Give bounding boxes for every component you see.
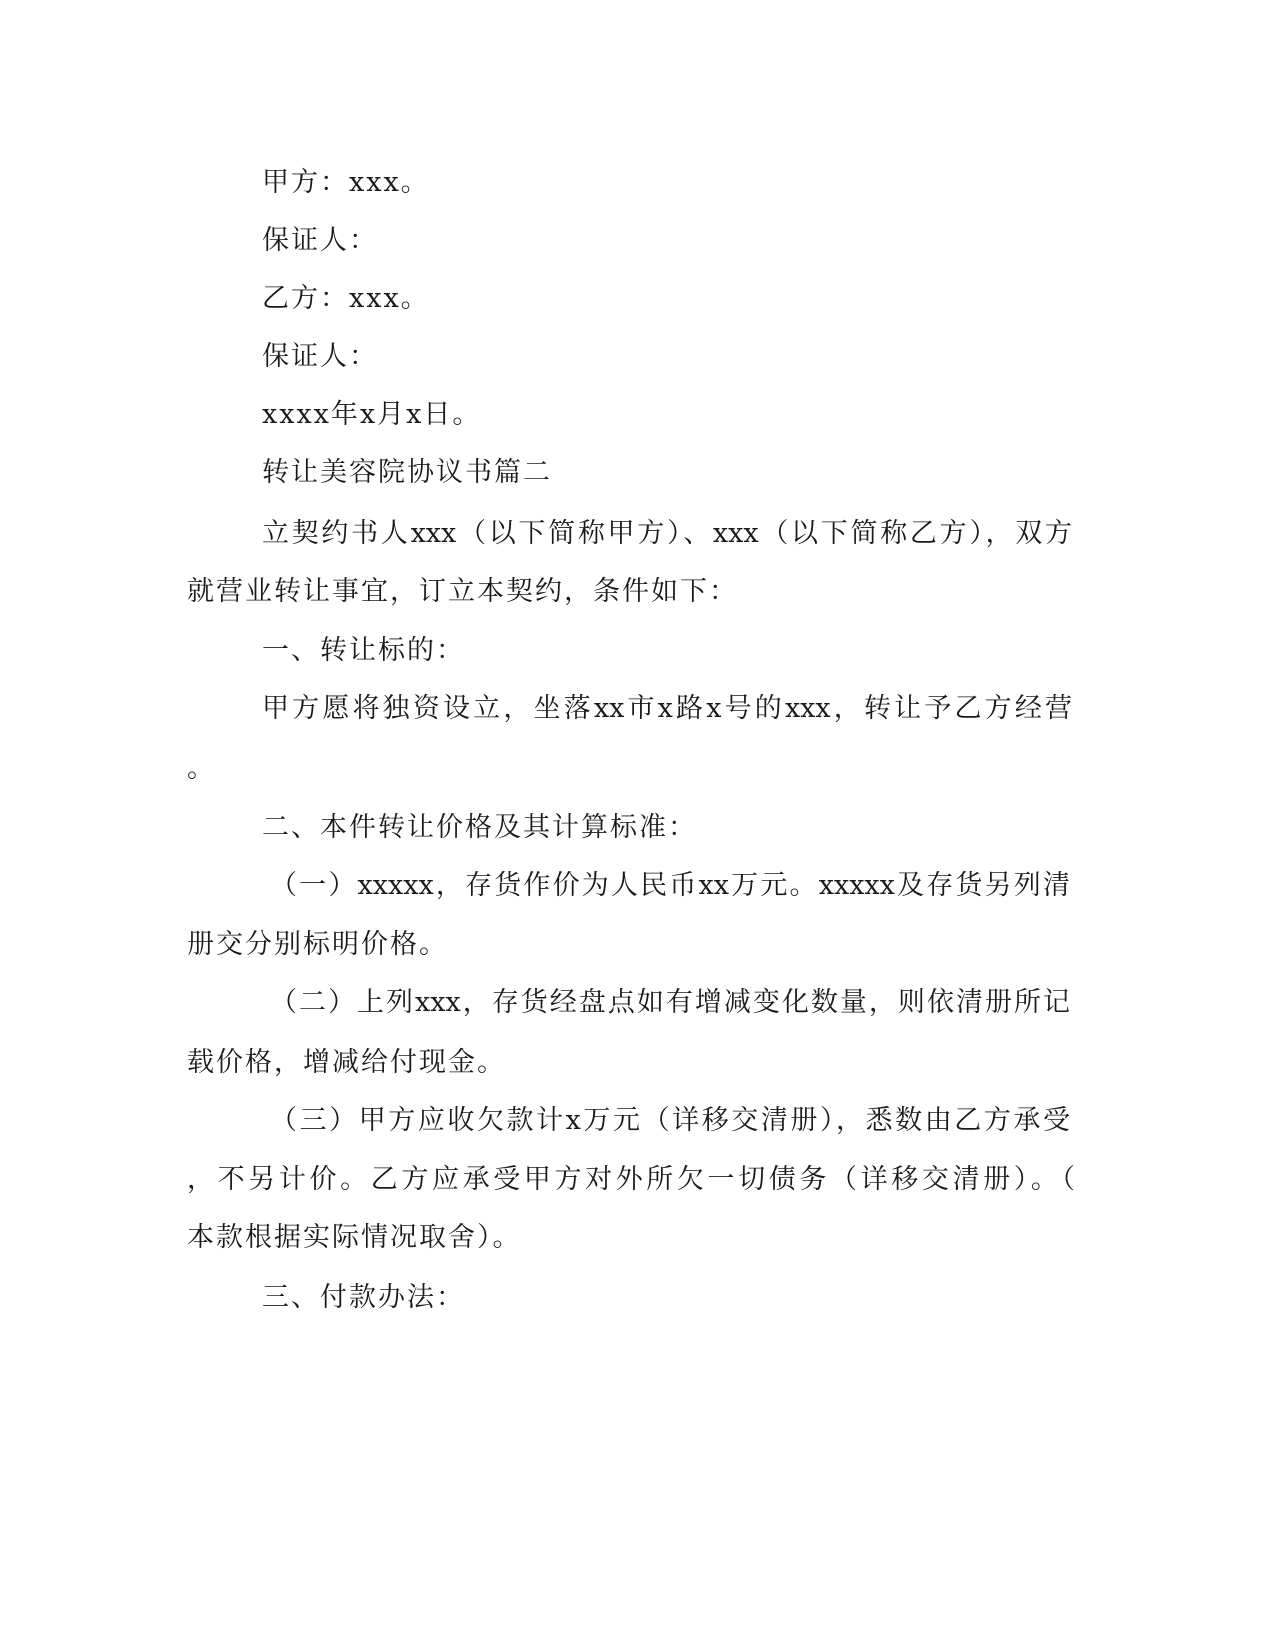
- guarantor-b-line: 保证人：: [262, 341, 378, 372]
- paragraph-line: 。: [187, 753, 216, 784]
- date-line: xxxx年x月x日。: [262, 399, 482, 430]
- paragraph-line: （三）甲方应收欠款计x万元（详移交清册），悉数由乙方承受: [270, 1105, 1070, 1136]
- guarantor-a-line: 保证人：: [262, 225, 378, 256]
- paragraph-line: 立契约书人xxx（以下简称甲方）、xxx（以下简称乙方），双方: [262, 518, 1072, 549]
- paragraph-line: （一）xxxxx，存货作价为人民币xx万元。xxxxx及存货另列清: [270, 870, 1070, 901]
- clause-heading: 三、付款办法：: [262, 1282, 465, 1313]
- clause-heading: 二、本件转让价格及其计算标准：: [262, 812, 697, 843]
- paragraph-line: 本款根据实际情况取舍）。: [187, 1222, 522, 1253]
- clause-heading: 一、转让标的：: [262, 635, 465, 666]
- paragraph-line: （二）上列xxx，存货经盘点如有增减变化数量，则依清册所记: [270, 987, 1070, 1018]
- section-heading: 转让美容院协议书篇二: [262, 457, 552, 488]
- party-b-line: 乙方：xxx。: [262, 283, 430, 314]
- paragraph-line: ，不另计价。乙方应承受甲方对外所欠一切债务（详移交清册）。（: [187, 1164, 1075, 1195]
- paragraph-line: 载价格，增减给付现金。: [187, 1047, 506, 1078]
- party-a-line: 甲方：xxx。: [262, 167, 430, 198]
- paragraph-line: 册交分别标明价格。: [187, 929, 448, 960]
- paragraph-line: 就营业转让事宜，订立本契约，条件如下：: [187, 576, 738, 607]
- paragraph-line: 甲方愿将独资设立，坐落xx市x路x号的xxx，转让予乙方经营: [262, 693, 1072, 724]
